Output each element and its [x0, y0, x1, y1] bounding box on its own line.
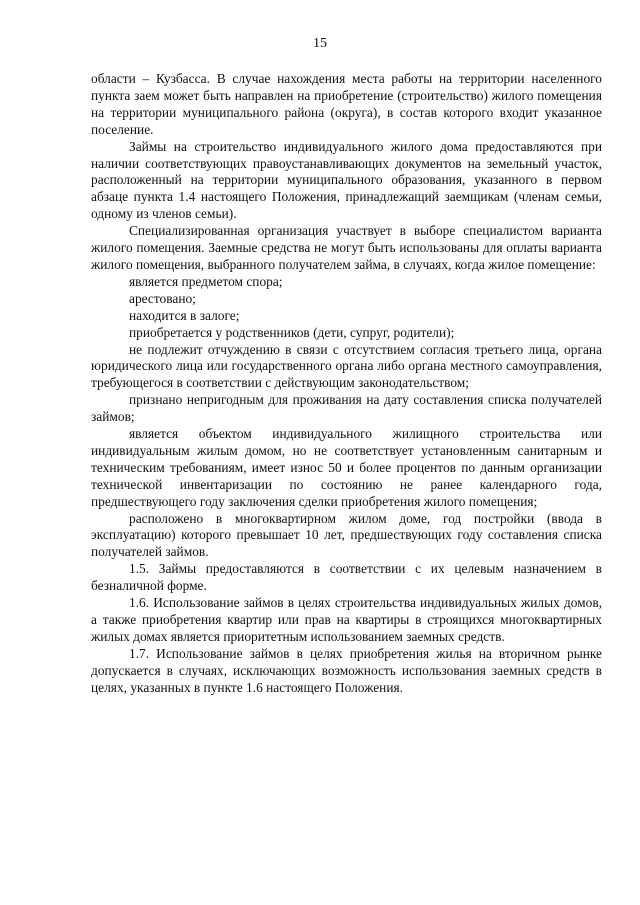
- paragraph-continuation: области – Кузбасса. В случае нахождения места работы на территории населенного пункта заем может быть направлен на приобретение (строительство) жилого помещения на территории муниципального района (округа), в состав которого входит указанное поселение.: [91, 71, 602, 137]
- paragraph-construction-loans: Займы на строительство индивидуального жилого дома предоставляются при наличии соответствующих правоустанавливающих документов на земельный участок, расположенный на территории муниципального образования, указанного в первом абзаце пункта 1.4 настоящего Положения, принадлежащий заемщикам (членам семьи, одному из членов семьи).: [91, 138, 602, 222]
- list-item-relatives: приобретается у родственников (дети, супруг, родители);: [129, 324, 455, 340]
- list-item-dispute: является предметом спора;: [129, 273, 283, 289]
- list-item-pledge: находится в залоге;: [129, 307, 240, 323]
- document-body: [91, 71, 602, 697]
- clause-1-5: 1.5. Займы предоставляются в соответствии с их целевым назначением в безналичной форме.: [91, 561, 602, 594]
- list-item-arrested: арестовано;: [129, 290, 196, 306]
- clause-1-6: 1.6. Использование займов в целях строительства индивидуальных жилых домов, а также приобретения квартир или прав на квартиры в строящихся многоквартирных жилых домах является приоритетным использованием заемных средств.: [91, 595, 602, 644]
- page-number: 15: [313, 36, 327, 51]
- list-item-unfit: признано непригодным для проживания на дату составления списка получателей займов;: [91, 392, 602, 425]
- list-item-apartment-building: расположено в многоквартирном жилом доме, год постройки (ввода в эксплуатацию) которого превышает 10 лет, предшествующих году составления списка получателей займов.: [91, 510, 602, 560]
- clause-1-7: 1.7. Использование займов в целях приобретения жилья на вторичном рынке допускается в случаях, исключающих возможность использования заемных средств в целях, указанных в пункте 1.6 настоящего Положения.: [91, 645, 602, 695]
- list-item-alienation: не подлежит отчуждению в связи с отсутствием согласия третьего лица, органа юридического лица или государственного органа либо органа местного самоуправления, требующегося в соответствии с действующим законодательством;: [91, 341, 602, 391]
- list-item-individual-house: является объектом индивидуального жилищного строительства или индивидуальным жилым домом, но не соответствует установленным санитарным и техническим требованиям, имеет износ 50 и более процентов по данным организации технической инвентаризации по состоянию не ранее календарного года, предшествующего году заключения сделки приобретения жилого помещения;: [91, 426, 602, 509]
- paragraph-specialized-organization: Специализированная организация участвует в выборе специалистом варианта жилого помещения. Заемные средства не могут быть использованы для оплаты варианта жилого помещения, выбранного получателем займа, в случаях, когда жилое помещение:: [91, 223, 602, 272]
